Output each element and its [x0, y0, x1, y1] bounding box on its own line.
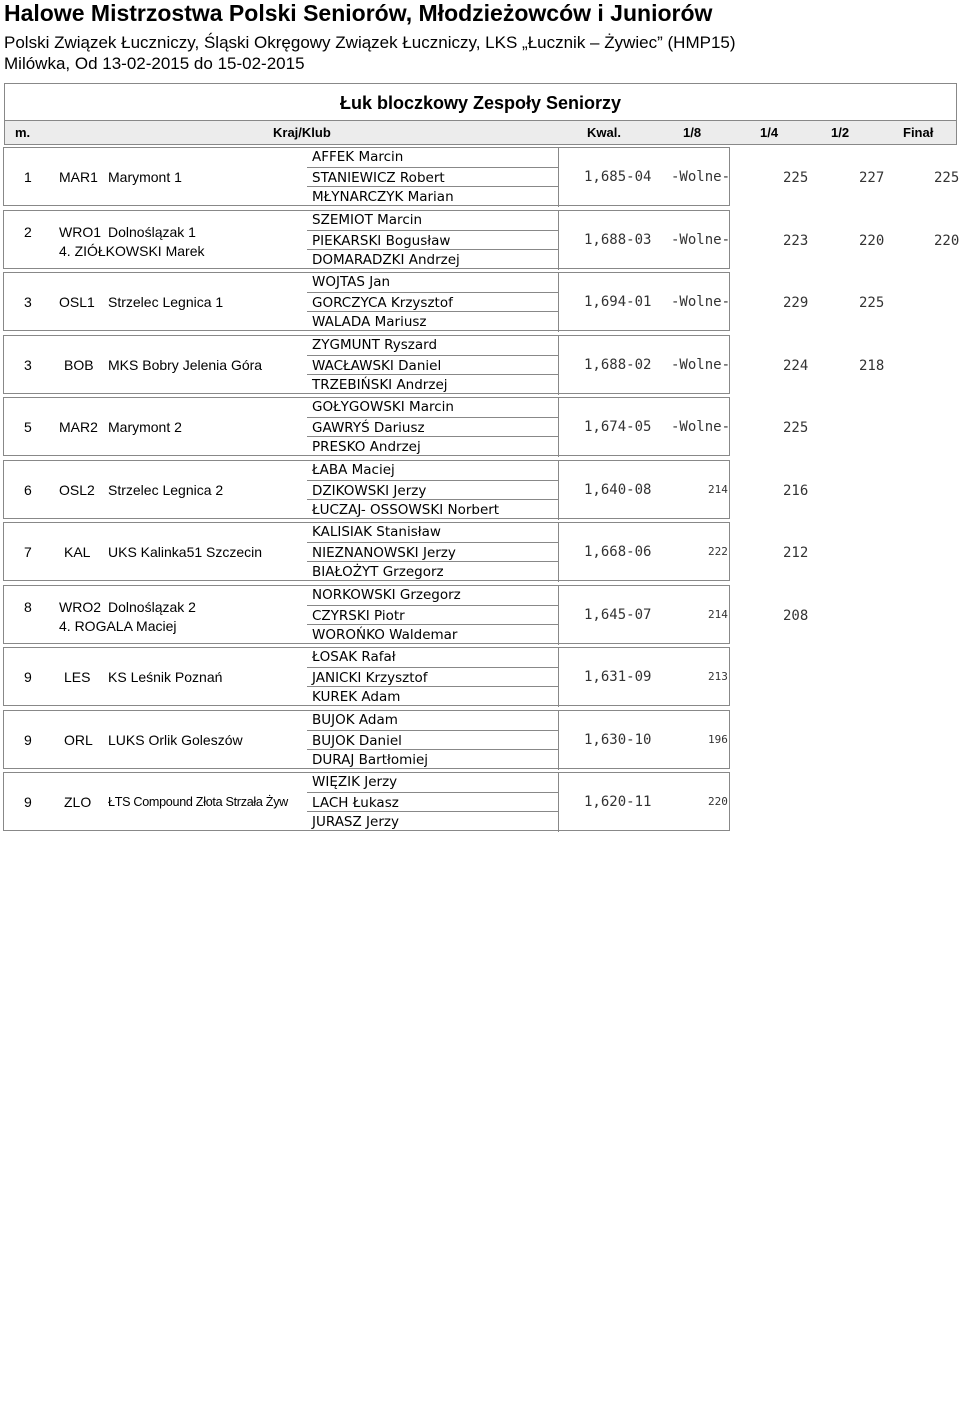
team-round4: 229 — [783, 295, 809, 311]
team-round4: 216 — [783, 483, 809, 499]
team-player: GOŁYGOWSKI Marcin — [307, 397, 559, 417]
team-player: WIĘZIK Jerzy — [307, 772, 559, 792]
team-player: SZEMIOT Marcin — [307, 210, 559, 230]
team-code: OSL1 — [59, 294, 95, 310]
team-row — [3, 210, 960, 269]
team-player: NORKOWSKI Grzegorz — [307, 585, 559, 605]
team-player: WALADA Mariusz — [307, 312, 559, 332]
team-player: PIEKARSKI Bogusław — [307, 230, 559, 250]
team-round4: 225 — [783, 420, 809, 436]
team-round8: -Wolne- — [671, 294, 731, 310]
team-round8: -Wolne- — [671, 419, 731, 435]
team-place: 2 — [24, 224, 32, 240]
team-player: DOMARADZKI Andrzej — [307, 250, 559, 270]
team-club: Marymont 1 — [108, 169, 182, 185]
team-round2: 218 — [859, 358, 885, 374]
team-qualification: 1,688-03 — [584, 232, 652, 248]
team-code: WRO2 — [59, 599, 101, 615]
team-code: BOB — [64, 357, 94, 373]
team-player: JURASZ Jerzy — [307, 812, 559, 832]
team-place: 9 — [24, 669, 32, 685]
team-place: 9 — [24, 794, 32, 810]
team-qualification: 1,668-06 — [584, 544, 652, 560]
team-code: MAR2 — [59, 419, 98, 435]
team-club: Strzelec Legnica 2 — [108, 482, 224, 498]
category-title: Łuk bloczkowy Zespoły Seniorzy — [4, 83, 957, 121]
team-coach: 4. ROGALA Maciej — [59, 618, 177, 634]
team-player: MŁYNARCZYK Marian — [307, 187, 559, 207]
team-club: MKS Bobry Jelenia Góra — [108, 357, 263, 373]
team-round2: 220 — [859, 233, 885, 249]
col-header-round8: 1/8 — [683, 125, 702, 140]
team-round4: 212 — [783, 545, 809, 561]
team-round2: 227 — [859, 170, 885, 186]
team-coach: 4. ZIÓŁKOWSKI Marek — [59, 243, 205, 259]
team-qualification: 1,620-11 — [584, 794, 652, 810]
team-player: JANICKI Krzysztof — [307, 667, 559, 687]
team-player: TRZEBIŃSKI Andrzej — [307, 375, 559, 395]
team-final: 220 — [934, 233, 960, 249]
team-player: GAWRYŚ Dariusz — [307, 417, 559, 437]
team-row — [3, 272, 885, 331]
team-round4: 208 — [783, 608, 809, 624]
team-club: KS Leśnik Poznań — [108, 669, 223, 685]
team-player: DURAJ Bartłomiej — [307, 750, 559, 770]
team-player: WACŁAWSKI Daniel — [307, 355, 559, 375]
team-row — [3, 647, 730, 706]
team-player: DZIKOWSKI Jerzy — [307, 480, 559, 500]
team-qualification: 1,640-08 — [584, 482, 652, 498]
team-place: 1 — [24, 169, 32, 185]
team-player: KUREK Adam — [307, 687, 559, 707]
team-round2: 225 — [859, 295, 885, 311]
team-player: AFFEK Marcin — [307, 147, 559, 167]
team-code: LES — [64, 669, 91, 685]
team-club: Marymont 2 — [108, 419, 182, 435]
team-player: BUJOK Daniel — [307, 730, 559, 750]
team-round4: 223 — [783, 233, 809, 249]
team-club: Dolnoślązak 2 — [108, 599, 196, 615]
team-code: ZLO — [64, 794, 92, 810]
team-place: 8 — [24, 599, 32, 615]
team-place: 9 — [24, 732, 32, 748]
col-header-round2: 1/2 — [831, 125, 850, 140]
col-header-qual: Kwal. — [587, 125, 621, 140]
page-title: Halowe Mistrzostwa Polski Seniorów, Młodzieżowców i Juniorów — [4, 0, 713, 26]
col-header-club: Kraj/Klub — [273, 125, 331, 140]
place-dates-line: Milówka, Od 13-02-2015 do 15-02-2015 — [4, 54, 305, 73]
team-player: WOROŃKO Waldemar — [307, 625, 559, 645]
team-player: ŁOSAK Rafał — [307, 647, 559, 667]
team-qualification: 1,694-01 — [584, 294, 652, 310]
team-player: STANIEWICZ Robert — [307, 167, 559, 187]
team-qualification: 1,630-10 — [584, 732, 652, 748]
team-club: Strzelec Legnica 1 — [108, 294, 224, 310]
team-qualification: 1,688-02 — [584, 357, 652, 373]
team-qualification: 1,685-04 — [584, 169, 652, 185]
team-code: WRO1 — [59, 224, 101, 240]
team-row — [3, 522, 809, 581]
team-player: ŁUCZAJ- OSSOWSKI Norbert — [307, 500, 559, 520]
team-row — [3, 397, 809, 456]
team-qualification: 1,645-07 — [584, 607, 652, 623]
team-place: 5 — [24, 419, 32, 435]
team-round8: 214 — [708, 608, 728, 621]
team-round8: -Wolne- — [671, 232, 731, 248]
team-row — [3, 710, 730, 769]
team-row — [3, 147, 960, 206]
team-row — [3, 335, 885, 394]
team-club: ŁTS Compound Złota Strzała Żyw — [108, 795, 288, 809]
team-round8: -Wolne- — [671, 357, 731, 373]
team-round8: 222 — [708, 545, 728, 558]
team-place: 3 — [24, 294, 32, 310]
team-place: 3 — [24, 357, 32, 373]
team-round4: 225 — [783, 170, 809, 186]
team-player: KALISIAK Stanisław — [307, 522, 559, 542]
team-round8: 196 — [708, 733, 728, 746]
team-player: WOJTAS Jan — [307, 272, 559, 292]
col-header-place: m. — [15, 125, 31, 140]
team-row — [3, 585, 809, 644]
team-player: PRESKO Andrzej — [307, 437, 559, 457]
team-club: UKS Kalinka51 Szczecin — [108, 544, 263, 560]
team-code: ORL — [64, 732, 93, 748]
team-round8: 213 — [708, 670, 728, 683]
team-player: ŁABA Maciej — [307, 460, 559, 480]
team-player: BUJOK Adam — [307, 710, 559, 730]
team-player: NIEZNANOWSKI Jerzy — [307, 542, 559, 562]
team-player: ZYGMUNT Ryszard — [307, 335, 559, 355]
team-place: 6 — [24, 482, 32, 498]
col-header-final: Finał — [903, 125, 934, 140]
team-round4: 224 — [783, 358, 809, 374]
team-club: Dolnoślązak 1 — [108, 224, 196, 240]
team-club: LUKS Orlik Goleszów — [108, 732, 243, 748]
team-player: GORCZYCA Krzysztof — [307, 292, 559, 312]
column-header-row — [4, 121, 957, 145]
team-row — [3, 460, 809, 519]
team-place: 7 — [24, 544, 32, 560]
team-player: BIAŁOŻYT Grzegorz — [307, 562, 559, 582]
team-qualification: 1,674-05 — [584, 419, 652, 435]
team-code: OSL2 — [59, 482, 95, 498]
team-round8: 214 — [708, 483, 728, 496]
team-final: 225 — [934, 170, 960, 186]
team-code: MAR1 — [59, 169, 98, 185]
team-qualification: 1,631-09 — [584, 669, 652, 685]
team-code: KAL — [64, 544, 91, 560]
team-player: CZYRSKI Piotr — [307, 605, 559, 625]
team-row — [3, 772, 730, 831]
team-round8: -Wolne- — [671, 169, 731, 185]
col-header-round4: 1/4 — [760, 125, 779, 140]
organizers-line: Polski Związek Łuczniczy, Śląski Okręgowy Związek Łuczniczy, LKS „Łucznik – Żywiec” (HMP15) — [4, 33, 736, 52]
team-round8: 220 — [708, 795, 728, 808]
team-player: LACH Łukasz — [307, 792, 559, 812]
